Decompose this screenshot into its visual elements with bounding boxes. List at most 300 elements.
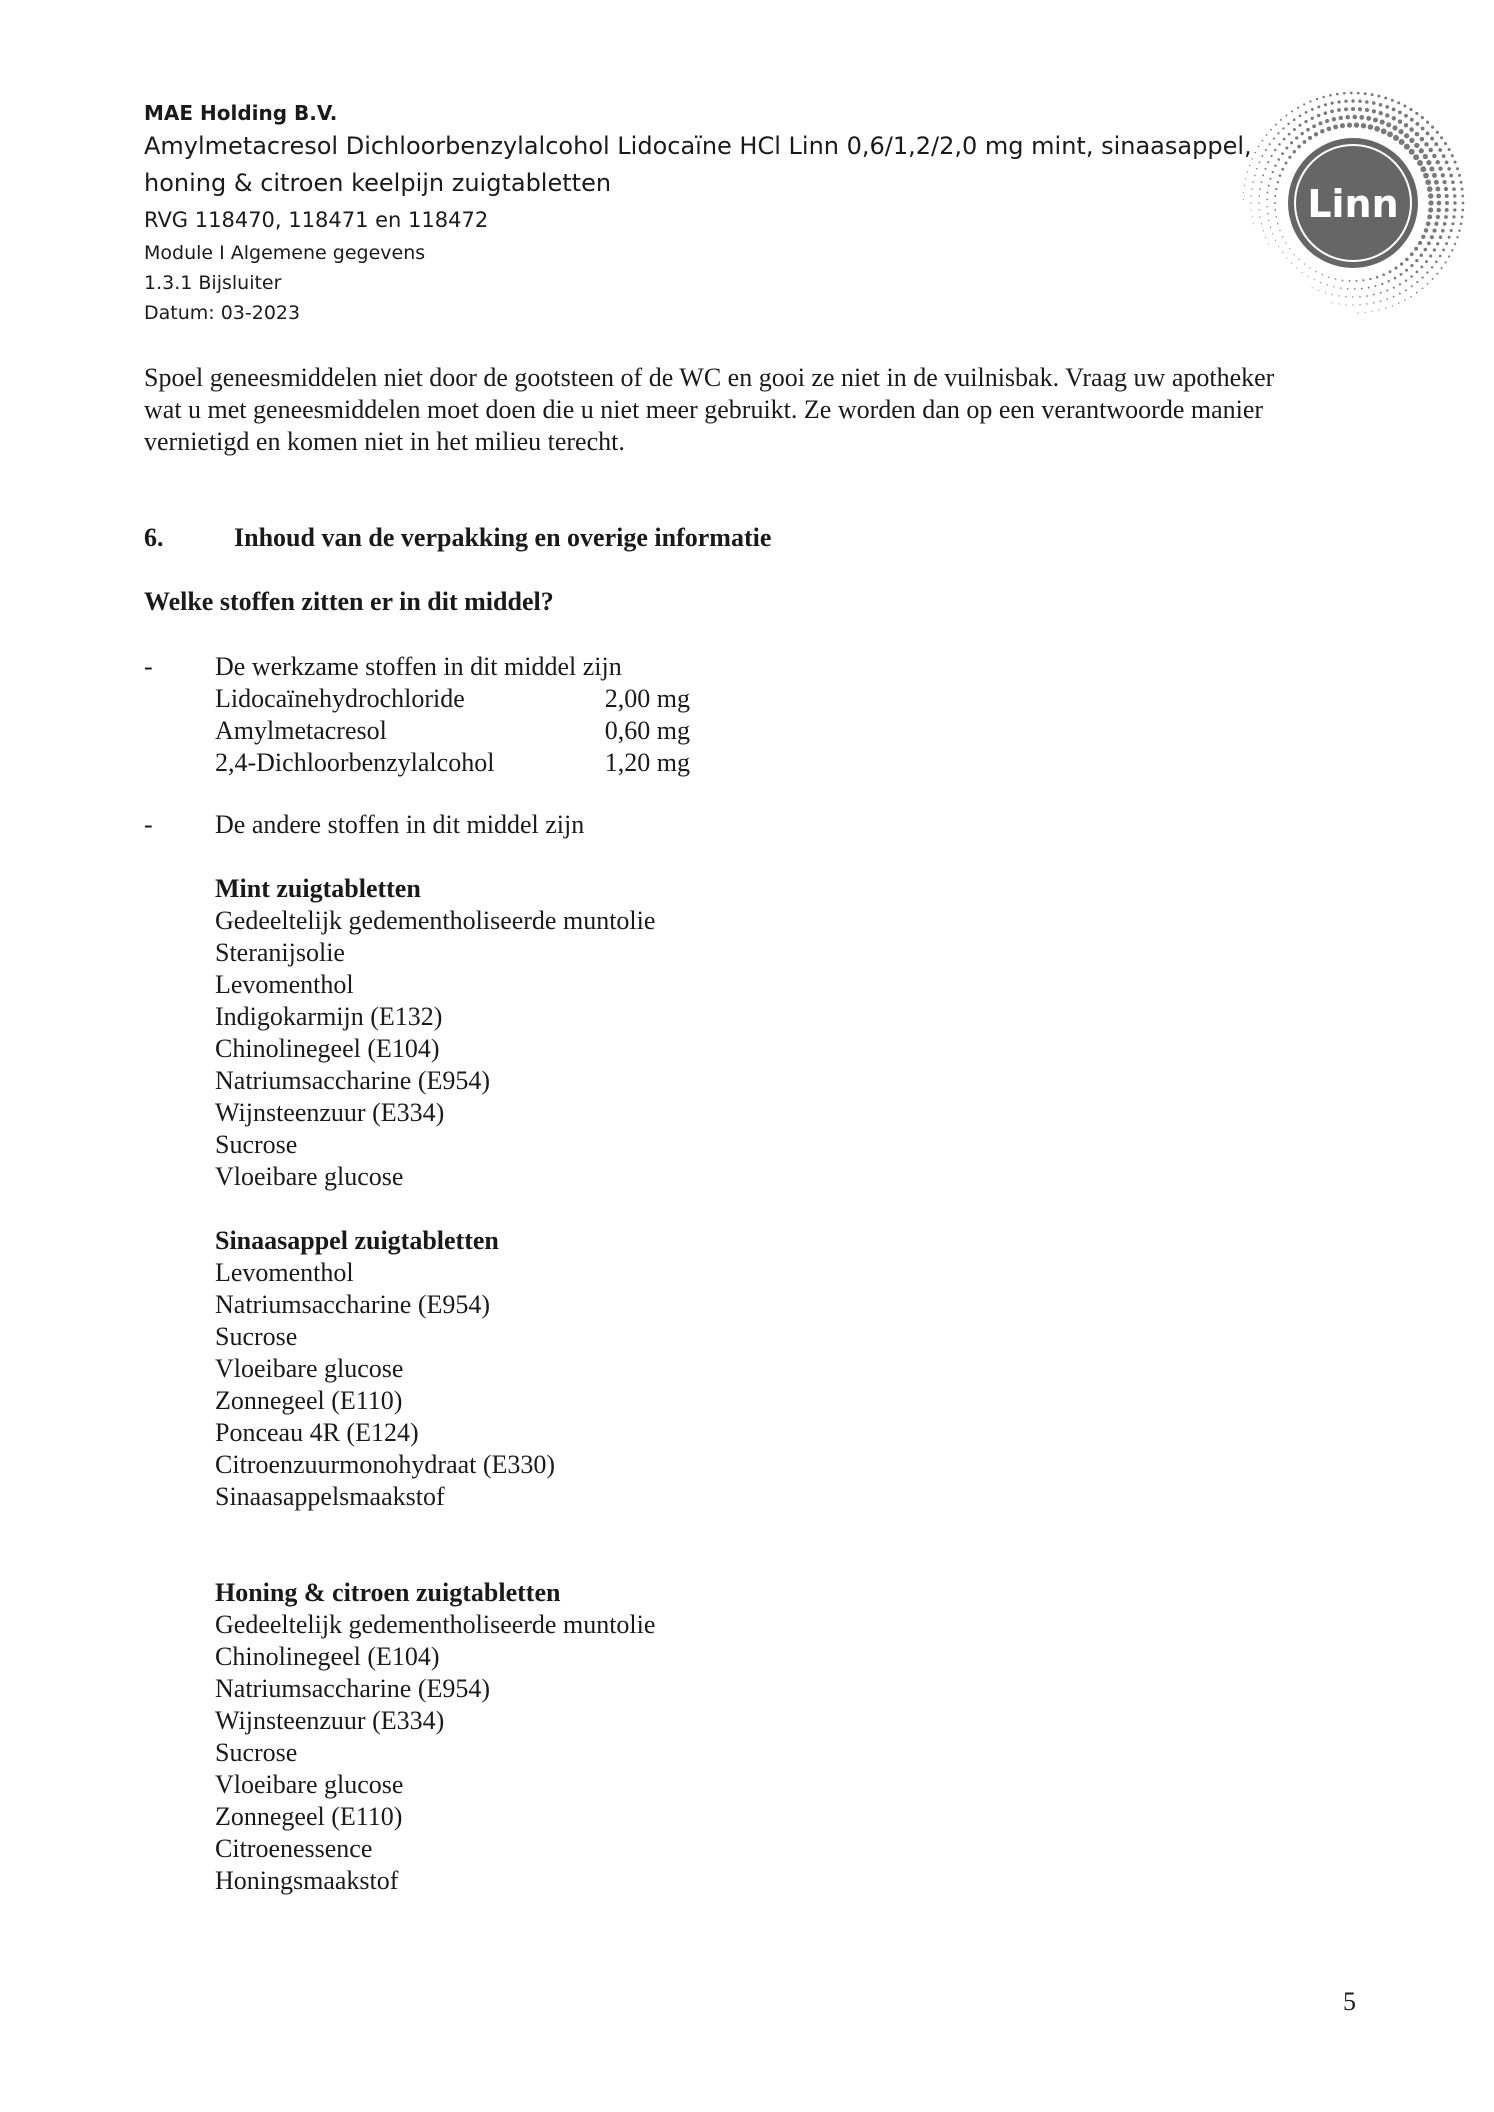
logo-dot [1409,149,1415,155]
logo-dot [1385,105,1389,109]
logo-dot [1330,110,1334,114]
logo-dot [1433,248,1436,251]
logo-dot [1421,235,1425,239]
product-name-line-2: honing & citroen keelpijn zuigtabletten [144,169,612,197]
logo-dot [1273,138,1275,140]
logo-dot [1259,209,1260,210]
logo-dot [1381,283,1383,285]
logo-dot [1267,192,1269,194]
logo-dot [1444,142,1447,145]
logo-dot [1461,209,1464,212]
logo-dot [1442,154,1446,158]
logo-dot [1410,264,1413,267]
list-dash-1: - [144,652,153,681]
logo-dot [1423,154,1428,159]
logo-dot [1270,227,1271,228]
logo-dot [1387,131,1393,137]
logo-dot [1444,261,1446,263]
logo-dot [1254,175,1256,177]
logo-dot [1309,100,1311,102]
ingredient-name: Amylmetacresol [215,716,387,745]
list-item: Vloeibare glucose [215,1162,404,1191]
logo-dot [1280,119,1282,121]
logo-dot [1344,107,1348,111]
logo-dot [1435,261,1438,264]
logo-dot [1461,188,1464,191]
logo-dot [1366,116,1371,121]
logo-dot [1266,134,1268,136]
logo-dot [1336,93,1339,96]
logo-dot [1400,273,1403,276]
logo-dot [1424,142,1429,147]
logo-dot [1293,150,1296,153]
logo-dot [1404,144,1410,150]
logo-dot [1429,166,1434,171]
ingredient-amount: 0,60 mg [604,716,690,745]
mint-ingredients-block [215,873,655,1193]
list-item: Sucrose [215,1130,298,1159]
logo-dot [1394,277,1397,280]
logo-dot [1452,187,1456,191]
logo-dot [1418,241,1422,245]
logo-dot [1251,216,1252,217]
logo-dot [1293,118,1296,121]
logo-dot [1427,283,1429,285]
logo-dot [1277,223,1279,225]
logo-dot [1277,181,1279,183]
logo-dot [1285,114,1287,116]
logo-dot [1324,103,1327,106]
logo-dot [1380,300,1382,302]
logo-dot [1428,193,1433,198]
logo-dot [1352,115,1357,120]
logo-dot [1266,206,1268,208]
logo-dot [1258,202,1259,203]
logo-dot [1303,103,1305,105]
logo-dot [1359,115,1364,120]
logo-dot [1428,200,1433,205]
logo-dot [1424,228,1429,233]
logo-dot [1386,289,1388,291]
logo-dot [1421,127,1425,131]
logo-dot [1453,194,1456,197]
logo-dot [1411,285,1413,287]
logo-dot [1392,125,1397,130]
logo-dot [1269,178,1271,180]
logo-dot [1404,114,1408,118]
logo-dot [1432,173,1437,178]
logo-dot [1259,216,1260,217]
logo-dot [1299,259,1300,260]
logo-dot [1295,136,1298,139]
logo-dot [1274,149,1276,151]
other-ingredients-heading: De andere stoffen in dit middel zijn [215,810,585,839]
logo-dot [1386,298,1388,300]
logo-dot [1434,142,1438,146]
list-item: Zonnegeel (E110) [215,1386,403,1415]
logo-dot [1333,286,1334,287]
logo-dot [1275,216,1277,218]
logo-dot [1404,123,1409,128]
logo-dot [1451,154,1454,157]
logo-dot [1304,120,1307,123]
disposal-paragraph [144,362,1364,458]
logo-dot [1461,195,1464,198]
logo-dot [1322,274,1323,275]
logo-dot [1258,146,1260,148]
logo-dot [1362,279,1364,281]
logo-dot [1327,126,1332,131]
logo-dot [1436,273,1438,275]
list-item: Vloeibare glucose [215,1354,404,1383]
list-item: Steranijsolie [215,938,345,967]
orange-ingredients-block [215,1225,555,1513]
list-item: Wijnsteenzuur (E334) [215,1098,445,1127]
logo-dot [1297,107,1299,109]
logo-dot [1385,307,1386,308]
logo-dot [1268,220,1269,221]
logo-dot [1345,296,1346,297]
logo-dot [1333,125,1338,130]
logo-dot [1372,311,1373,312]
logo-dot [1270,129,1272,131]
logo-dot [1453,201,1456,204]
logo-dot [1368,124,1374,130]
section-label: 1.3.1 Bijsluiter [144,272,282,294]
logo-dot [1427,214,1432,219]
logo-dot [1434,180,1439,185]
logo-dot [1372,109,1376,113]
logo-dot [1426,271,1428,273]
logo-dot [1345,115,1350,120]
logo-dot [1285,147,1288,150]
logo-dot [1394,267,1397,270]
logo-dot [1364,92,1367,95]
logo-dot [1272,233,1273,234]
list-item: Vloeibare glucose [215,1770,404,1799]
logo-dot [1456,236,1458,238]
logo-dot [1251,195,1252,196]
logo-dot [1448,148,1451,151]
logo-dot [1298,124,1301,127]
section-heading [144,522,771,554]
logo-dot [1444,215,1448,219]
logo-dot [1275,240,1276,241]
logo-dot [1449,174,1453,178]
logo-dot [1398,111,1402,115]
logo-dot [1354,288,1356,290]
logo-dot [1277,158,1280,161]
logo-dot [1404,299,1406,301]
logo-dot [1282,127,1284,129]
logo-dot [1339,116,1343,120]
logo-dot [1300,132,1303,135]
logo-dot [1435,160,1439,164]
logo-dot [1442,180,1446,184]
logo-dot [1405,280,1407,282]
logo-dot [1329,94,1332,97]
logo-dot [1371,93,1374,96]
logo-dot [1351,107,1355,111]
active-ingredients-heading: De werkzame stoffen in dit middel zijn [215,652,622,681]
logo-dot [1368,287,1370,289]
logo-dot [1337,100,1340,103]
logo-dot [1385,113,1389,117]
logo-dot [1359,304,1360,305]
logo-dot [1277,132,1279,134]
logo-dot [1431,266,1433,268]
logo-dot [1243,192,1244,193]
logo-dot [1338,295,1339,296]
logo-dot [1253,223,1254,224]
logo-dot [1361,288,1363,290]
logo-dot [1317,114,1320,117]
logo-dot [1443,222,1447,226]
logo-dot [1426,131,1430,135]
logo-dot [1393,135,1399,141]
logo-dot [1268,185,1270,187]
logo-dot [1404,133,1409,138]
logo-dot [1428,148,1433,153]
logo-dot [1318,290,1319,291]
logo-dot [1415,132,1420,137]
logo-dot [1267,161,1269,163]
logo-dot [1448,236,1451,239]
logo-dot [1297,145,1301,149]
logo-dot [1426,160,1431,165]
logo-dot [1285,162,1288,165]
logo-dot [1419,148,1424,153]
logo-dot [1420,253,1423,256]
logo-dot [1304,263,1305,264]
list-item: Citroenzuurmonohydraat (E330) [215,1450,556,1479]
logo-dot [1392,305,1393,306]
logo-dot [1398,129,1403,134]
list-item: Levomenthol [215,970,354,999]
logo-dot [1328,276,1329,277]
logo-dot [1305,111,1308,114]
logo-dot [1332,294,1333,295]
logo-dot [1397,101,1400,104]
logo-dot [1415,122,1419,126]
logo-dot [1254,152,1255,153]
logo-dot [1274,209,1276,211]
logo-dot [1249,165,1250,166]
logo-dot [1372,101,1376,105]
logo-dot [1451,222,1454,225]
intro-line-1: Spoel geneesmiddelen niet door de gootsteen of de WC en gooi ze niet in de vuilnisbak. Vraag uw apotheker [144,363,1275,392]
product-name-line-1: Amylmetacresol Dichloorbenzylalcohol Lidocaïne HCl Linn 0,6/1,2/2,0 mg mint, sinaasappel, [144,132,1252,160]
logo-dot [1314,279,1315,280]
active-ingredient-row [215,683,690,715]
logo-dot [1366,295,1368,297]
logo-dot [1332,302,1333,303]
list-item: Natriumsaccharine (E954) [215,1290,491,1319]
logo-dot [1259,195,1261,197]
logo-dot [1262,140,1264,142]
logo-dot [1415,259,1418,262]
logo-dot [1306,128,1310,132]
list-item: Honingsmaakstof [215,1866,399,1895]
logo-dot [1288,133,1291,136]
logo-dot [1290,141,1293,144]
logo-dot [1307,276,1308,277]
logo-dot [1294,254,1295,255]
section-title: Inhoud van de verpakking en overige informatie [234,523,772,552]
logo-dot [1460,181,1463,184]
ingredient-name: 2,4-Dichloorbenzylalcohol [215,748,495,777]
page-number: 5 [1343,1987,1356,2016]
logo-dot [1365,100,1369,104]
logo-dot [1265,237,1266,238]
logo-dot [1416,281,1418,283]
logo-dot [1398,302,1399,303]
list-item: Sucrose [215,1738,298,1767]
logo-dot [1442,249,1445,252]
logo-dot [1393,287,1395,289]
list-item: Gedeeltelijk gedementholiseerde muntolie [215,1610,656,1639]
orange-title: Sinaasappel zuigtabletten [215,1226,499,1255]
logo-dot [1409,138,1414,143]
logo-dot [1410,252,1414,256]
logo-dot [1381,128,1387,134]
logo-dot [1299,114,1302,117]
logo-dot [1358,107,1362,111]
logo-dot [1268,243,1269,244]
logo-dot [1252,181,1253,182]
ingredient-amount: 2,00 mg [604,684,690,713]
logo-dot [1337,108,1341,112]
logo-dot [1311,108,1314,111]
logo-dot [1461,216,1464,219]
logo-dot [1439,236,1442,239]
logo-dot [1243,199,1244,200]
logo-dot [1356,280,1358,282]
logo-dot [1447,167,1451,171]
subsection-heading: Welke stoffen zitten er in dit middel? [144,587,554,616]
logo-dot [1391,99,1394,102]
logo-dot [1251,188,1252,189]
document-header [144,98,1252,328]
intro-line-3: vernietigd en komen niet in het milieu terecht. [144,427,625,456]
logo-dot [1340,123,1345,128]
logo-dot [1409,127,1414,132]
logo-dot [1251,158,1252,159]
logo-dot [1421,116,1424,119]
logo-dot [1274,195,1276,197]
logo-dot [1352,296,1353,297]
logo-dot [1324,111,1328,115]
logo-dot [1256,168,1258,170]
logo-dot [1413,154,1419,160]
logo-dot [1279,174,1282,177]
logo-dot [1263,230,1264,231]
logo-dot [1262,174,1264,176]
logo-dot [1343,92,1346,95]
logo-dot [1325,292,1326,293]
logo-dot [1432,278,1434,280]
logo-dot [1426,121,1429,124]
logo-dot [1384,97,1387,100]
logo-dot [1373,118,1378,123]
logo-dot [1365,312,1366,313]
logo-dot [1278,246,1279,247]
logo-dot [1436,194,1441,199]
logo-dot [1285,242,1286,243]
logo-dot [1386,122,1391,127]
logo-dot [1445,208,1449,212]
logo-dot [1358,99,1361,102]
logo-dot [1296,267,1297,268]
logo-dot [1379,111,1383,115]
logo-dot [1454,161,1457,164]
logo-dot [1288,156,1291,159]
logo-dot [1282,236,1283,237]
logo-dot [1437,201,1442,206]
list-item: Sucrose [215,1322,298,1351]
logo-dot [1448,255,1450,257]
logo-dot [1354,122,1359,127]
logo-dot [1357,92,1360,95]
logo-dot [1374,126,1380,132]
logo-dot [1259,162,1261,164]
logo-dot [1438,166,1442,170]
logo-dot [1342,279,1344,281]
logo-dot [1308,136,1312,140]
logo-dot [1373,294,1375,296]
logo-dot [1451,249,1453,251]
logo-dot [1331,102,1334,105]
rvg-numbers: RVG 118470, 118471 en 118472 [144,208,489,232]
logo-dot [1340,287,1341,288]
logo-dot [1267,213,1269,215]
logo-dot [1441,229,1445,233]
logo-dot [1369,278,1371,280]
logo-dot [1432,154,1437,159]
logo-dot [1270,155,1272,157]
logo-dot [1291,263,1292,264]
list-item: Indigokarmijn (E132) [215,1002,443,1031]
logo-dot [1398,119,1403,124]
logo-dot [1359,296,1361,298]
logo-dot [1458,174,1461,177]
logo-dot [1311,117,1314,120]
list-item: Chinolinegeel (E104) [215,1034,440,1063]
logo-dot [1428,207,1433,212]
logo-dot [1261,223,1262,224]
logo-dot [1415,112,1418,115]
logo-dot [1373,302,1374,303]
logo-dot [1352,304,1353,305]
logo-dot [1309,267,1310,268]
logo-dot [1423,173,1429,179]
logo-dot [1251,209,1252,210]
logo-dot [1445,242,1448,245]
logo-dot [1410,296,1412,298]
logo-dot [1281,168,1284,171]
logo-dot [1365,108,1369,112]
list-item: Chinolinegeel (E104) [215,1642,440,1671]
logo-dot [1400,262,1403,265]
logo-dot [1436,131,1439,134]
logo-dot [1450,229,1453,232]
logo-dot [1279,230,1280,231]
logo-dot [1460,223,1463,226]
list-item: Sinaasappelsmaakstof [215,1482,445,1511]
logo-dot [1293,128,1296,131]
logo-dot [1266,199,1268,201]
logo-dot [1410,275,1413,278]
